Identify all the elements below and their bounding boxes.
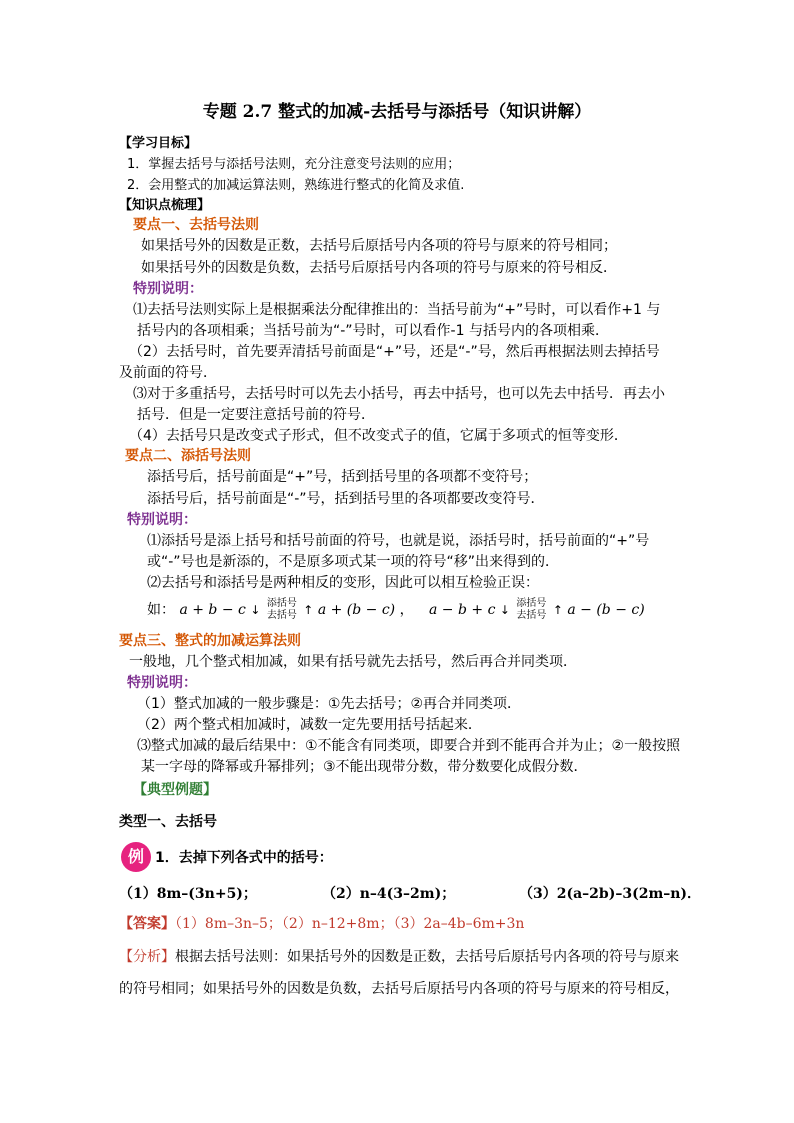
point2-note: ⑴添括号是添上括号和括号前面的符号，也就是说，添括号时，括号前面的“+”号: [147, 533, 650, 549]
point1-line: 如果括号外的因数是负数，去括号后原括号内各项的符号与原来的符号相反．: [141, 260, 617, 276]
label-add-bracket: 添括号: [266, 598, 297, 609]
transform-labels: [267, 598, 297, 622]
example-part: （3）2(a–2b)–3(2m–n)．: [519, 886, 702, 902]
expr-add-left: a + b − c: [179, 602, 246, 618]
analysis-line: 的符号相同；如果括号外的因数是负数，去括号后原括号内各项的符号与原来的符号相反，: [119, 981, 679, 997]
point2-heading: 要点二、添括号法则: [125, 448, 251, 464]
type1-heading: 类型一、去括号: [119, 814, 217, 830]
knowledge-heading: 【知识点梳理】: [119, 198, 211, 213]
point3-heading: 要点三、整式的加减运算法则: [119, 633, 301, 649]
arrow-down-icon: ↓: [499, 603, 510, 617]
point3-line: 一般地，几个整式相加减，如果有括号就先去括号，然后再合并同类项．: [129, 654, 577, 670]
point2-note: 或“-”号也是新添的，不是原多项式某一项的符号“移”出来得到的．: [147, 554, 560, 570]
point2-note-heading: 特别说明：: [127, 512, 197, 528]
example-part: （1）8m–(3n+5)；: [119, 886, 257, 902]
label-remove-bracket: 去括号: [516, 610, 547, 621]
label-add-bracket: 添括号: [516, 598, 547, 609]
point1-note: （4）去括号只是改变式子形式，但不改变式子的值，它属于多项式的恒等变形．: [129, 428, 628, 444]
example-question: 1．去掉下列各式中的括号：: [155, 850, 333, 866]
example-badge: 例: [121, 842, 151, 872]
analysis-text: 根据去括号法则：如果括号外的因数是正数，去括号后原括号内各项的符号与原来: [175, 949, 679, 965]
bracket-example-2: [429, 593, 645, 627]
point1-note: 括号．但是一定要注意括号前的符号．: [137, 407, 375, 423]
goals-heading: 【学习目标】: [119, 136, 198, 151]
goal-item: 1．掌握去括号与添括号法则，充分注意变号法则的应用；: [127, 157, 461, 172]
point1-note: 及前面的符号．: [119, 365, 217, 381]
arrow-up-icon: ↑: [303, 603, 314, 617]
answer-line: [119, 914, 524, 934]
example-prefix: 如：: [147, 602, 175, 618]
point3-note: ⑶整式加减的最后结果中：①不能含有同类项，即要合并到不能再合并为止；②一般按照: [137, 738, 681, 754]
analysis-line: [119, 946, 679, 968]
example-separator: ，: [399, 602, 414, 618]
expr-sub-right: a − (b − c): [567, 602, 645, 618]
arrow-down-icon: ↓: [250, 603, 261, 617]
analysis-label: 【分析】: [119, 949, 175, 965]
point3-note: 某一字母的降幂或升幂排列；③不能出现带分数，带分数要化成假分数．: [141, 759, 588, 775]
expr-sub-left: a − b + c: [429, 602, 496, 618]
bracket-example: [147, 593, 414, 627]
point1-line: 如果括号外的因数是正数，去括号后原括号内各项的符号与原来的符号相同；: [141, 238, 617, 254]
point1-note: 括号内的各项相乘；当括号前为“-”号时，可以看作-1 与括号内的各项相乘．: [137, 323, 609, 339]
answer-label: 【答案】: [119, 916, 175, 932]
point1-note-heading: 特别说明：: [133, 281, 203, 297]
answer-text: （1）8m–3n–5；（2）n–12+8m；（3）2a–4b–6m+3n: [175, 916, 525, 932]
typical-heading: 【典型例题】: [133, 782, 217, 798]
point2-note: ⑵去括号和添括号是两种相反的变形，因此可以相互检验正误：: [147, 575, 539, 591]
point1-note: ⑶对于多重括号，去括号时可以先去小括号，再去中括号，也可以先去中括号．再去小: [133, 386, 665, 402]
point3-note-heading: 特别说明：: [127, 675, 197, 691]
point1-note: （2）去括号时，首先要弄清括号前面是“+”号，还是“-”号，然后再根据法则去掉括号: [129, 344, 660, 360]
expr-add-right: a + (b − c): [317, 602, 396, 618]
page-title: 专题 2.7 整式的加减-去括号与添括号（知识讲解）: [202, 102, 592, 122]
goal-item: 2．会用整式的加减运算法则，熟练进行整式的化简及求值.: [127, 178, 465, 193]
point3-note: （2）两个整式相加减时，减数一定先要用括号括起来．: [137, 717, 482, 733]
point2-line: 添括号后，括号前面是“+”号，括到括号里的各项都不变符号；: [147, 469, 538, 485]
point1-note: ⑴去括号法则实际上是根据乘法分配律推出的：当括号前为“+”号时，可以看作+1 与: [133, 302, 661, 318]
point2-line: 添括号后，括号前面是“-”号，括到括号里的各项都要改变符号．: [147, 491, 545, 507]
arrow-up-icon: ↑: [552, 603, 563, 617]
label-remove-bracket: 去括号: [266, 610, 297, 621]
point1-heading: 要点一、去括号法则: [133, 217, 259, 233]
example-part: （2）n–4(3–2m)；: [322, 886, 456, 902]
transform-labels: [516, 598, 546, 622]
point3-note: （1）整式加减的一般步骤是：①先去括号；②再合并同类项．: [137, 696, 522, 712]
